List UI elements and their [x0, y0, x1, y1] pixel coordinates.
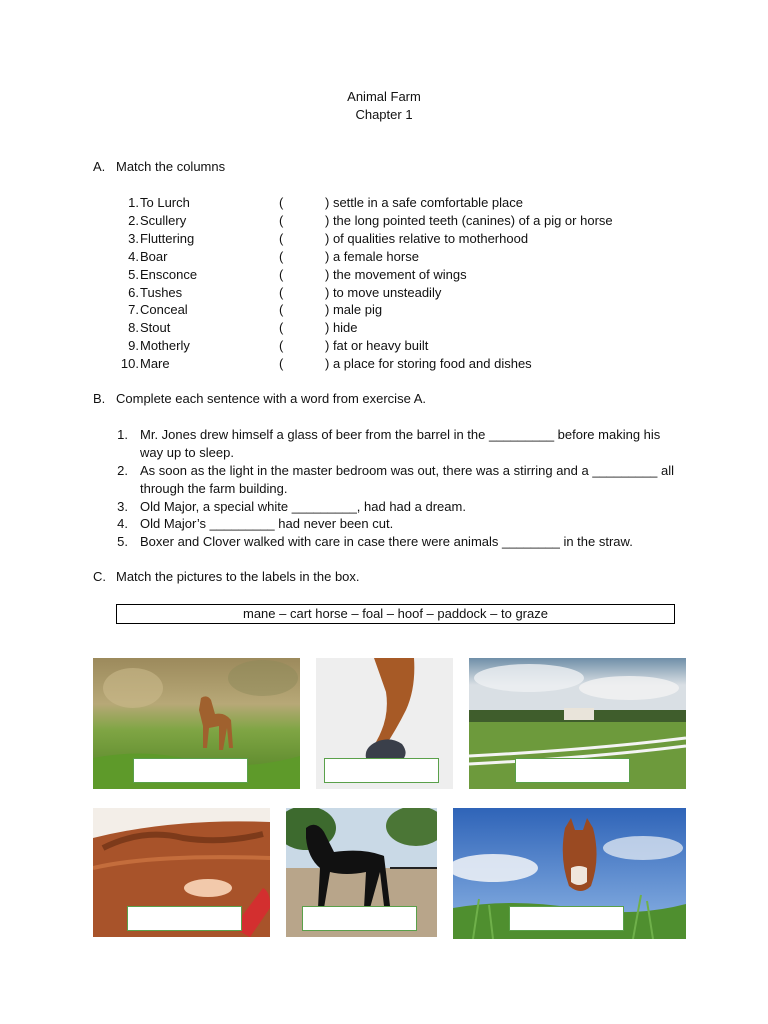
match-word: Fluttering: [140, 230, 195, 246]
answer-paren: (: [279, 284, 284, 300]
sentence-text: Old Major’s _________ had never been cut.: [140, 516, 394, 531]
section-a-heading: [93, 159, 225, 174]
sentence-number: 1.: [117, 427, 128, 442]
answer-paren: (: [279, 266, 284, 282]
match-number: 8.: [128, 320, 139, 336]
match-row: [116, 337, 429, 355]
match-word: Stout: [140, 320, 171, 336]
match-definition: ) hide: [325, 320, 358, 336]
match-word: Conceal: [140, 302, 188, 318]
answer-paren: (: [279, 320, 284, 336]
match-number: 3.: [128, 230, 139, 246]
match-row: [116, 301, 383, 319]
match-definition: ) a place for storing food and dishes: [325, 356, 532, 372]
photo-1-label-box[interactable]: [133, 758, 248, 783]
answer-paren: (: [279, 302, 284, 318]
match-row: [116, 284, 442, 302]
match-definition: ) the long pointed teeth (canines) of a pig or horse: [325, 212, 613, 228]
photo-6-label-box[interactable]: [509, 906, 624, 931]
page-subtitle: Chapter 1: [355, 107, 413, 122]
answer-paren: (: [279, 338, 284, 354]
sentence-text: Mr. Jones drew himself a glass of beer from the barrel in the _________ before making his way up to sleep.: [140, 427, 661, 460]
match-number: 5.: [128, 266, 139, 282]
match-number: 9.: [128, 338, 139, 354]
match-row: [116, 319, 358, 337]
photo-4-label-box[interactable]: [127, 906, 242, 931]
match-row: [116, 248, 419, 266]
match-row: [116, 212, 613, 230]
section-b-heading: [93, 391, 426, 406]
match-definition: ) settle in a safe comfortable place: [325, 195, 523, 210]
match-word: Mare: [140, 356, 170, 372]
worksheet-title: [0, 88, 768, 124]
answer-paren: (: [279, 230, 284, 246]
sentence-text: As soon as the light in the master bedroom was out, there was a stirring and a _________ all through the farm building.: [140, 463, 675, 496]
match-definition: ) of qualities relative to motherhood: [325, 230, 529, 246]
photo-2-label-box[interactable]: [324, 758, 439, 783]
sentence-item: [116, 533, 676, 551]
sentence-item: [116, 426, 676, 462]
sentence-number: 4.: [117, 516, 128, 531]
section-c-title: Match the pictures to the labels in the box.: [116, 569, 360, 584]
match-row: [116, 266, 467, 284]
match-definition: ) the movement of wings: [325, 266, 467, 282]
match-number: 6.: [128, 284, 139, 300]
section-a-letter: A.: [93, 159, 106, 174]
match-number: 4.: [128, 248, 139, 264]
match-number: 10.: [120, 356, 139, 372]
match-definition: ) to move unsteadily: [325, 284, 442, 300]
page-title: Animal Farm: [347, 89, 421, 104]
section-c-heading: [93, 569, 360, 584]
sentence-number: 5.: [117, 534, 128, 549]
match-word: Boar: [140, 248, 168, 264]
answer-paren: (: [279, 248, 284, 264]
match-row: [116, 194, 523, 212]
section-b-title: Complete each sentence with a word from exercise A.: [116, 391, 426, 406]
answer-paren: (: [279, 212, 284, 228]
match-word: Tushes: [140, 284, 183, 300]
match-word: Motherly: [140, 338, 190, 354]
label-word-box: mane – cart horse – foal – hoof – paddock – to graze: [116, 604, 675, 624]
answer-paren: (: [279, 356, 284, 372]
section-b-letter: B.: [93, 391, 106, 406]
match-number: 7.: [128, 302, 139, 318]
match-word: Ensconce: [140, 266, 198, 282]
match-row: [116, 355, 532, 373]
match-definition: ) fat or heavy built: [325, 338, 429, 354]
match-word: Scullery: [140, 212, 187, 228]
sentence-text: Boxer and Clover walked with care in case there were animals ________ in the straw.: [140, 534, 633, 549]
section-c-letter: C.: [93, 569, 106, 584]
section-a-title: Match the columns: [116, 159, 226, 174]
answer-paren: (: [279, 195, 284, 210]
match-definition: ) a female horse: [325, 248, 419, 264]
match-word: To Lurch: [140, 195, 190, 210]
photo-3-label-box[interactable]: [515, 758, 630, 783]
sentence-item: [116, 498, 676, 516]
photo-5-label-box[interactable]: [302, 906, 417, 931]
sentence-number: 3.: [117, 499, 128, 514]
match-number: 1.: [128, 195, 139, 210]
sentence-text: Old Major, a special white _________, had had a dream.: [140, 499, 466, 514]
match-row: [116, 230, 529, 248]
match-definition: ) male pig: [325, 302, 383, 318]
sentence-number: 2.: [117, 463, 128, 478]
sentence-item: [116, 462, 676, 498]
sentence-item: [116, 515, 676, 533]
match-number: 2.: [128, 212, 139, 228]
